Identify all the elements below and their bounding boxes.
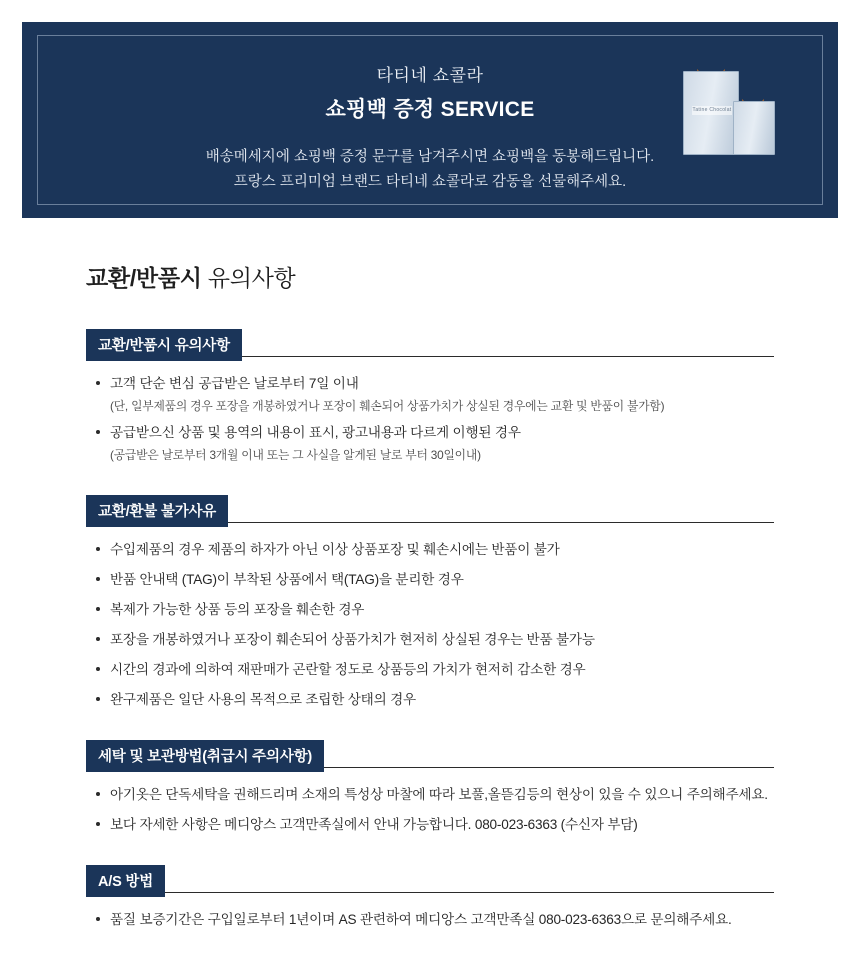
- promo-banner: [22, 22, 838, 218]
- list-item-text: 완구제품은 일단 사용의 목적으로 조립한 상태의 경우: [110, 692, 416, 707]
- list-item-text: 포장을 개봉하였거나 포장이 훼손되어 상품가치가 현저히 상실된 경우는 반품 불가능: [110, 631, 595, 647]
- page-title-bold: 교환/반품시: [86, 265, 202, 291]
- list-item: [96, 422, 790, 464]
- section-heading-4: A/S 방법: [86, 865, 165, 897]
- list-item-text: 반품 안내택 (TAG)이 부착된 상품에서 택(TAG)을 분리한 경우: [110, 571, 464, 587]
- section-list-2: [0, 539, 860, 710]
- list-item-text: 아기옷은 단독세탁을 권해드리며 소재의 특성상 마찰에 따라 보풀,올뜯김등의 현상이 있을 수 있으니 주의해주세요.: [110, 787, 768, 803]
- banner-description-line-1: 배송메세지에 쇼핑백 증정 문구를 남겨주시면 쇼핑백을 동봉해드립니다.: [205, 149, 655, 165]
- list-item: [96, 373, 790, 415]
- list-item: [96, 539, 790, 560]
- list-item: [96, 814, 790, 835]
- banner-brand-line: 타티네 쇼콜라: [376, 66, 484, 85]
- list-item-text: 복제가 가능한 상품 등의 포장을 훼손한 경우: [110, 601, 365, 617]
- section-wash-storage: [0, 740, 860, 835]
- section-heading-rule-3: [86, 740, 774, 768]
- section-refund-exclusions: [0, 495, 860, 710]
- section-list-3: [0, 784, 860, 835]
- policy-content: [0, 218, 860, 967]
- section-list-1: [0, 373, 860, 465]
- promo-banner-wrapper: [0, 0, 860, 218]
- list-item-text: 시간의 경과에 의하여 재판매가 곤란할 정도로 상품등의 가치가 현저히 감소한 경우: [110, 661, 586, 677]
- list-item: [96, 569, 790, 590]
- section-heading-rule-1: [86, 329, 774, 357]
- list-item-text: 수입제품의 경우 제품의 하자가 아닌 이상 상품포장 및 훼손시에는 반품이 불가: [110, 541, 560, 557]
- list-item: [96, 599, 790, 620]
- list-item: [96, 784, 790, 805]
- section-heading-1: 교환/반품시 유의사항: [86, 329, 242, 361]
- section-heading-3: 세탁 및 보관방법(취급시 주의사항): [86, 740, 324, 772]
- section-exchange-return-notice: [0, 329, 860, 465]
- page-title: [86, 260, 860, 293]
- list-item: [96, 629, 790, 650]
- section-as-method: [0, 865, 860, 930]
- shopping-bag-icon: [671, 59, 781, 171]
- list-item: [96, 909, 790, 930]
- shopping-bag-small: [733, 101, 775, 155]
- page-title-light: 유의사항: [201, 265, 296, 291]
- banner-description-line-2: 프랑스 프리미엄 브랜드 타티네 쇼콜라로 감동을 선물해주세요.: [233, 174, 627, 191]
- list-item-subtext: (공급받은 날로부터 3개월 이내 또는 그 사실을 알게된 날로 부터 30일이내): [110, 448, 481, 463]
- section-heading-rule-4: [86, 865, 774, 893]
- section-heading-rule-2: [86, 495, 774, 523]
- list-item-subtext: (단, 일부제품의 경우 포장을 개봉하였거나 포장이 훼손되어 상품가치가 상실된 경우에는 교환 및 반품이 불가함): [110, 399, 665, 414]
- list-item: [96, 659, 790, 680]
- shopping-bag-brand-label: Tatine Chocolat: [692, 107, 732, 113]
- banner-headline: 쇼핑백 증정 SERVICE: [325, 98, 535, 121]
- list-item-text: 보다 자세한 사항은 메디앙스 고객만족실에서 안내 가능합니다. 080-023-6363 (수신자 부담): [110, 817, 638, 833]
- list-item-text: 품질 보증기간은 구입일로부터 1년이며 AS 관련하여 메디앙스 고객만족실 080-023-6363으로 문의해주세요.: [110, 912, 732, 928]
- list-item-text: 공급받으신 상품 및 용역의 내용이 표시, 광고내용과 다르게 이행된 경우: [110, 425, 521, 441]
- section-heading-2: 교환/환불 불가사유: [86, 495, 228, 527]
- list-item-text: 고객 단순 변심 공급받은 날로부터 7일 이내: [110, 376, 359, 391]
- list-item: [96, 689, 790, 710]
- section-list-4: [0, 909, 860, 930]
- shopping-bag-large: [683, 71, 739, 155]
